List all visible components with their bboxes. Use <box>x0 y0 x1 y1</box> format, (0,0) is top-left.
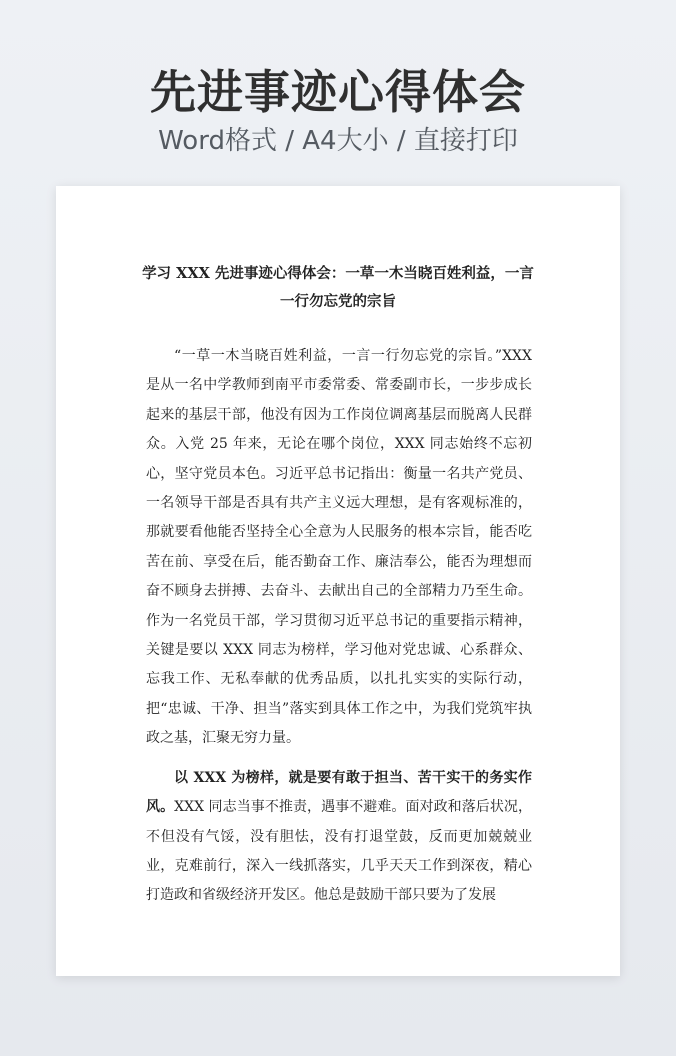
banner <box>0 62 676 158</box>
document-body <box>146 342 532 921</box>
document-page <box>56 186 620 976</box>
document-paragraph-1: “一草一木当晓百姓利益，一言一行勿忘党的宗旨。”XXX 是从一名中学教师到南平市委常委、常委副市长，一步步成长起来的基层干部，他没有因为工作岗位调离基层而脱离人民群众。入党 25 年来，无论在哪个岗位，XXX 同志始终不忘初心，坚守党员本色。习近平总书记指出：衡量一名共产党员、一名领导干部是否具有共产主义远大理想，是有客观标准的，那就要看他能否坚持全心全意为人民服务的根本宗旨，能否吃苦在前、享受在后，能否勤奋工作、廉洁奉公，能否为理想而奋不顾身去拼搏、去奋斗、去献出自己的全部精力乃至生命。作为一名党员干部，学习贯彻习近平总书记的重要指示精神，关键是要以 XXX 同志为榜样，学习他对党忠诚、心系群众、忘我工作、无私奉献的优秀品质，以扎扎实实的实际行动，把“忠诚、干净、担当”落实到具体工作之中，为我们党筑牢执政之基，汇聚无穷力量。 <box>146 348 532 747</box>
paragraph-2-text: XXX 同志当事不推责，遇事不避难。面对政和落后状况，不但没有气馁，没有胆怯，没有打退堂鼓，反而更加兢兢业业，克难前行，深入一线抓落实，几乎天天工作到深夜，精心打造政和省级经济开发区。他总是鼓励干部只要为了发展 <box>146 799 532 904</box>
paragraph-2-lead: 以 XXX 为榜样，就是要有敢于担当、苦干实干的务实作风。 <box>146 769 532 816</box>
banner-title: 先进事迹心得体会 <box>150 65 526 119</box>
banner-subtitle: Word格式 / A4大小 / 直接打印 <box>158 126 518 156</box>
document-paragraph-2 <box>146 764 532 911</box>
document-title: 学习 XXX 先进事迹心得体会：一草一木当晓百姓利益，一言一行勿忘党的宗旨 <box>142 265 534 310</box>
